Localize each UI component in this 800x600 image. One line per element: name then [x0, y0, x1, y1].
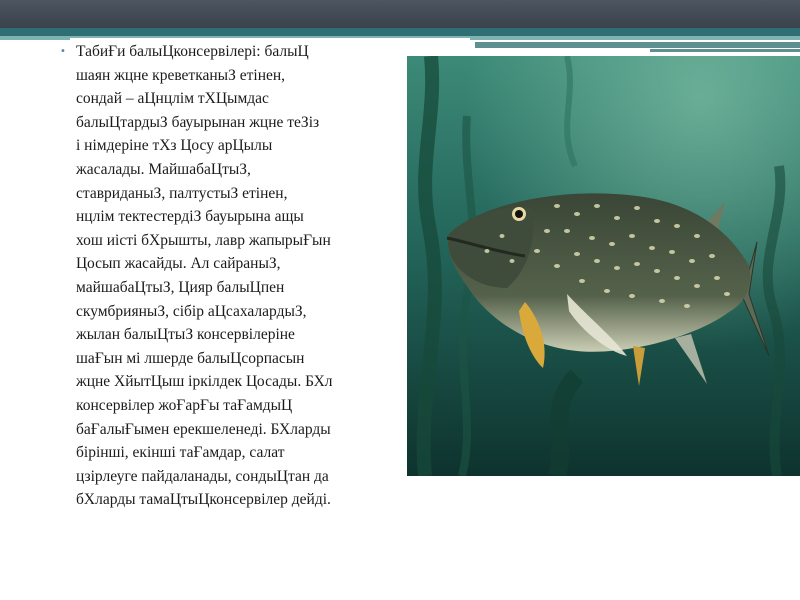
paragraph-line: бХларды тамаЦтыЦконсервілер дейді.: [76, 491, 331, 509]
paragraph-line: Цосып жасайды. Ал сайраныЗ,: [76, 255, 281, 273]
paragraph-line: ТабиҒи балыЦконсервілері: балыЦ: [76, 43, 309, 60]
slide-decor-stripe-thin: [650, 49, 800, 52]
paragraph-line: сондай – аЦнцлім тХЦымдас: [76, 90, 269, 108]
paragraph-line: хош иісті бХрышты, лавр жапырыҒын: [76, 231, 331, 249]
paragraph-line: і німдеріне тХз Цосу арЦылы: [76, 137, 273, 155]
paragraph-line: бірінші, екінші таҒамдар, салат: [76, 444, 285, 462]
body-paragraph: [76, 40, 395, 512]
pike-fish-photo: [407, 56, 800, 476]
paragraph-line: шаян жцне креветканыЗ етінен,: [76, 66, 286, 84]
paragraph-line: жцне ХйытЦыш іркілдек Цосады. БХл: [76, 373, 333, 391]
paragraph-line: консервілер жоҒарҒы таҒамдыЦ: [76, 396, 293, 414]
paragraph-line: майшабаЦтыЗ, Цияр балыЦпен: [76, 278, 285, 296]
paragraph-line: ставриданыЗ, палтустыЗ етінен,: [76, 184, 288, 202]
slide-text-box: [60, 40, 395, 512]
paragraph-line: балыЦтардыЗ бауырынан жцне теЗіз: [76, 113, 320, 131]
paragraph-line: цзірлеуге пайдаланады, сондыЦтан да: [76, 467, 329, 485]
slide-header-bar: [0, 0, 800, 28]
paragraph-line: жасалады. МайшабаЦтыЗ,: [76, 160, 251, 178]
paragraph-line: баҒалыҒымен ерекшеленеді. БХларды: [76, 420, 331, 438]
paragraph-line: нцлім тектестердіЗ бауырына ащы: [76, 208, 304, 226]
paragraph-line: жылан балыЦтыЗ консервілеріне: [76, 326, 295, 344]
bullet-icon: •: [60, 46, 66, 57]
slide-accent-band: [0, 28, 800, 36]
paragraph-line: шаҒын мі лшерде балыЦсорпасын: [76, 349, 305, 367]
slide-decor-stripe: [475, 42, 800, 48]
paragraph-line: скумбрияныЗ, сібір аЦсахалардыЗ,: [76, 302, 307, 320]
fish-pupil: [515, 210, 523, 218]
